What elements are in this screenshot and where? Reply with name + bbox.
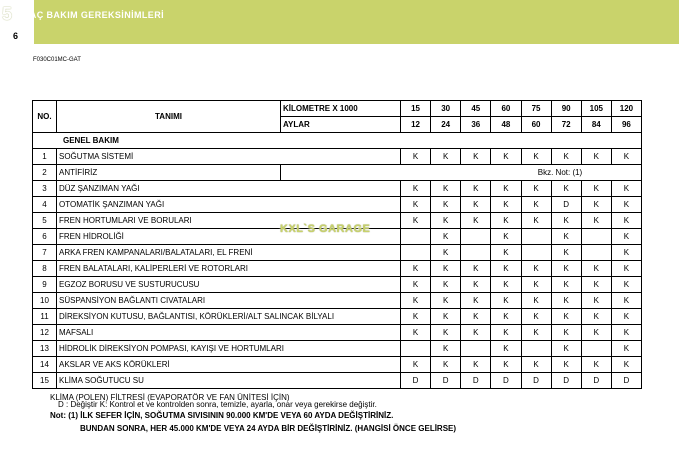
service-mark: K bbox=[491, 277, 521, 293]
service-mark: K bbox=[401, 149, 431, 165]
row-description: DİREKSİYON KUTUSU, BAĞLANTISI, KÖRÜKLERİ/ALT SALINCAK BİLYALI bbox=[57, 309, 401, 325]
service-mark: K bbox=[551, 261, 581, 277]
service-mark: K bbox=[401, 181, 431, 197]
row-number: 9 bbox=[33, 277, 57, 293]
service-mark: K bbox=[401, 309, 431, 325]
service-mark bbox=[581, 341, 611, 357]
service-mark: D bbox=[431, 373, 461, 389]
service-mark: K bbox=[491, 309, 521, 325]
table-row bbox=[33, 293, 642, 309]
service-mark: K bbox=[521, 181, 551, 197]
service-mark: K bbox=[431, 261, 461, 277]
month-value: 48 bbox=[491, 117, 521, 133]
service-mark: K bbox=[521, 293, 551, 309]
note-line-1: Not: (1) İLK SEFER İÇİN, SOĞUTMA SIVISININ 90.000 KM'DE VEYA 60 AYDA DEĞİŞTİRİNİZ. bbox=[50, 411, 394, 420]
service-mark: K bbox=[581, 213, 611, 229]
service-mark: K bbox=[551, 149, 581, 165]
service-mark: K bbox=[401, 213, 431, 229]
service-mark: D bbox=[551, 373, 581, 389]
service-mark: K bbox=[431, 229, 461, 245]
service-mark: K bbox=[611, 229, 641, 245]
service-mark: K bbox=[431, 341, 461, 357]
service-mark: K bbox=[551, 293, 581, 309]
table-row bbox=[33, 357, 642, 373]
service-mark bbox=[521, 341, 551, 357]
km-value: 90 bbox=[551, 101, 581, 117]
watermark: KXL`S GARAGE bbox=[280, 223, 371, 235]
column-header-description: TANIMI bbox=[57, 101, 281, 133]
service-mark: K bbox=[491, 229, 521, 245]
service-mark: K bbox=[551, 277, 581, 293]
month-value: 24 bbox=[431, 117, 461, 133]
service-mark: K bbox=[521, 213, 551, 229]
service-mark: K bbox=[431, 181, 461, 197]
km-value: 120 bbox=[611, 101, 641, 117]
row-description: EGZOZ BORUSU VE SUSTURUCUSU bbox=[57, 277, 401, 293]
service-mark: K bbox=[461, 325, 491, 341]
service-mark: K bbox=[611, 357, 641, 373]
row-description: FREN HİDROLİĞİ bbox=[57, 229, 401, 245]
service-mark: D bbox=[611, 373, 641, 389]
service-mark: K bbox=[611, 261, 641, 277]
service-mark: K bbox=[461, 293, 491, 309]
chapter-banner bbox=[0, 0, 679, 44]
month-value: 12 bbox=[401, 117, 431, 133]
service-mark: K bbox=[581, 181, 611, 197]
service-mark: K bbox=[581, 325, 611, 341]
row-number: 4 bbox=[33, 197, 57, 213]
row-number: 12 bbox=[33, 325, 57, 341]
month-value: 96 bbox=[611, 117, 641, 133]
chapter-number: 5 bbox=[2, 4, 13, 24]
service-mark: K bbox=[551, 341, 581, 357]
service-mark: K bbox=[431, 293, 461, 309]
service-mark: K bbox=[611, 293, 641, 309]
row-number: 13 bbox=[33, 341, 57, 357]
service-mark bbox=[581, 229, 611, 245]
service-mark: K bbox=[461, 197, 491, 213]
service-mark: K bbox=[611, 325, 641, 341]
row-description: SÜSPANSİYON BAĞLANTI CIVATALARI bbox=[57, 293, 401, 309]
service-mark: K bbox=[461, 181, 491, 197]
km-value: 15 bbox=[401, 101, 431, 117]
service-mark: K bbox=[491, 197, 521, 213]
service-mark bbox=[521, 245, 551, 261]
row-description: MAFSALI bbox=[57, 325, 401, 341]
service-mark: K bbox=[461, 309, 491, 325]
service-mark: K bbox=[551, 245, 581, 261]
row-number: 11 bbox=[33, 309, 57, 325]
service-mark: K bbox=[551, 325, 581, 341]
service-mark: K bbox=[401, 293, 431, 309]
month-value: 84 bbox=[581, 117, 611, 133]
row-description: AKSLAR VE AKS KÖRÜKLERİ bbox=[57, 357, 401, 373]
service-mark: K bbox=[521, 277, 551, 293]
service-mark: D bbox=[521, 373, 551, 389]
service-mark: K bbox=[491, 149, 521, 165]
service-mark bbox=[461, 245, 491, 261]
service-mark bbox=[461, 341, 491, 357]
column-header-no: NO. bbox=[33, 101, 57, 133]
kilometer-label: KİLOMETRE X 1000 bbox=[281, 101, 401, 117]
row-number: 14 bbox=[33, 357, 57, 373]
service-mark: K bbox=[401, 197, 431, 213]
service-mark: K bbox=[491, 293, 521, 309]
row-number: 10 bbox=[33, 293, 57, 309]
maintenance-schedule-table bbox=[32, 100, 642, 389]
service-mark: K bbox=[521, 149, 551, 165]
service-mark: K bbox=[431, 277, 461, 293]
row-number: 7 bbox=[33, 245, 57, 261]
service-mark: K bbox=[491, 325, 521, 341]
service-mark: K bbox=[611, 277, 641, 293]
service-mark: K bbox=[611, 309, 641, 325]
service-mark: K bbox=[521, 261, 551, 277]
service-mark: K bbox=[611, 341, 641, 357]
row-description: FREN BALATALARI, KALİPERLERİ VE ROTORLARI bbox=[57, 261, 401, 277]
service-mark bbox=[461, 229, 491, 245]
table-row bbox=[33, 261, 642, 277]
row-number: 2 bbox=[33, 165, 57, 181]
table-row bbox=[33, 341, 642, 357]
service-mark: K bbox=[581, 357, 611, 373]
km-value: 60 bbox=[491, 101, 521, 117]
service-mark: K bbox=[581, 197, 611, 213]
km-value: 105 bbox=[581, 101, 611, 117]
row-description: DÜZ ŞANZIMAN YAĞI bbox=[57, 181, 401, 197]
row-number: 15 bbox=[33, 373, 57, 389]
service-mark bbox=[581, 245, 611, 261]
service-mark: K bbox=[431, 245, 461, 261]
service-mark: K bbox=[491, 213, 521, 229]
service-mark: D bbox=[581, 373, 611, 389]
month-value: 60 bbox=[521, 117, 551, 133]
service-mark: K bbox=[431, 309, 461, 325]
km-value: 45 bbox=[461, 101, 491, 117]
service-mark: K bbox=[581, 309, 611, 325]
service-mark: K bbox=[461, 149, 491, 165]
service-mark: K bbox=[521, 325, 551, 341]
service-mark: K bbox=[461, 357, 491, 373]
row-description: OTOMATİK ŞANZIMAN YAĞI bbox=[57, 197, 401, 213]
legend: D : Değiştir K: Kontrol et ve kontrolden sonra, temizle, ayarla, onar veya gerekirse değiştir. bbox=[58, 400, 377, 409]
service-mark bbox=[401, 229, 431, 245]
row-number: 5 bbox=[33, 213, 57, 229]
service-mark: K bbox=[611, 197, 641, 213]
service-mark: K bbox=[581, 277, 611, 293]
row-number: 1 bbox=[33, 149, 57, 165]
service-mark: K bbox=[581, 149, 611, 165]
row-description: ARKA FREN KAMPANALARI/BALATALARI, EL FRENİ bbox=[57, 245, 401, 261]
table-row bbox=[33, 165, 642, 181]
service-mark: K bbox=[491, 245, 521, 261]
service-mark: K bbox=[611, 149, 641, 165]
row-description: ANTİFİRİZ bbox=[57, 165, 281, 181]
service-mark bbox=[401, 341, 431, 357]
service-mark: K bbox=[401, 277, 431, 293]
service-mark: K bbox=[551, 309, 581, 325]
service-mark: K bbox=[551, 181, 581, 197]
months-label: AYLAR bbox=[281, 117, 401, 133]
row-number: 6 bbox=[33, 229, 57, 245]
service-mark: K bbox=[521, 197, 551, 213]
row-description: KLİMA SOĞUTUCU SU bbox=[57, 373, 401, 389]
service-mark: K bbox=[491, 341, 521, 357]
service-mark: D bbox=[551, 197, 581, 213]
table-header-km-row bbox=[33, 101, 642, 117]
overlapping-row-text: KLİMA (POLEN) FİLTRESİ (EVAPORATÖR VE FAN ÜNİTESİ İÇİN) bbox=[50, 393, 290, 402]
service-mark: K bbox=[611, 181, 641, 197]
service-mark bbox=[521, 229, 551, 245]
service-mark: K bbox=[401, 357, 431, 373]
table-row bbox=[33, 325, 642, 341]
row-note: Bkz. Not: (1) bbox=[281, 165, 642, 181]
service-mark: K bbox=[581, 293, 611, 309]
service-mark: K bbox=[521, 357, 551, 373]
note-line-2: BUNDAN SONRA, HER 45.000 KM'DE VEYA 24 AYDA BİR DEĞİŞTİRİNİZ. (HANGİSİ ÖNCE GELİRSE) bbox=[80, 424, 457, 433]
section-title: GENEL BAKIM bbox=[33, 133, 642, 149]
page-number: 6 bbox=[13, 31, 19, 41]
table-row bbox=[33, 373, 642, 389]
table-row bbox=[33, 309, 642, 325]
month-value: 36 bbox=[461, 117, 491, 133]
section-row bbox=[33, 133, 642, 149]
service-mark: K bbox=[611, 213, 641, 229]
service-mark: K bbox=[431, 213, 461, 229]
service-mark: D bbox=[401, 373, 431, 389]
row-description: FREN HORTUMLARI VE BORULARI bbox=[57, 213, 401, 229]
table-row bbox=[33, 149, 642, 165]
service-mark: K bbox=[461, 277, 491, 293]
service-mark bbox=[401, 245, 431, 261]
km-value: 30 bbox=[431, 101, 461, 117]
service-mark: K bbox=[611, 245, 641, 261]
service-mark: K bbox=[491, 261, 521, 277]
service-mark: K bbox=[551, 213, 581, 229]
service-mark: K bbox=[401, 325, 431, 341]
service-mark: K bbox=[521, 309, 551, 325]
service-mark: D bbox=[461, 373, 491, 389]
service-mark: K bbox=[581, 261, 611, 277]
service-mark: K bbox=[401, 261, 431, 277]
row-number: 3 bbox=[33, 181, 57, 197]
table-row bbox=[33, 245, 642, 261]
service-mark: K bbox=[461, 261, 491, 277]
month-value: 72 bbox=[551, 117, 581, 133]
table-row bbox=[33, 197, 642, 213]
chapter-title: ARAÇ BAKIM GEREKSİNİMLERİ bbox=[16, 10, 165, 20]
row-description: SOĞUTMA SİSTEMİ bbox=[57, 149, 401, 165]
service-mark: K bbox=[431, 149, 461, 165]
table-row bbox=[33, 277, 642, 293]
service-mark: K bbox=[491, 181, 521, 197]
km-value: 75 bbox=[521, 101, 551, 117]
service-mark: K bbox=[431, 325, 461, 341]
service-mark: D bbox=[491, 373, 521, 389]
service-mark: K bbox=[551, 357, 581, 373]
row-number: 8 bbox=[33, 261, 57, 277]
service-mark: K bbox=[431, 197, 461, 213]
table-row bbox=[33, 181, 642, 197]
service-mark: K bbox=[491, 357, 521, 373]
service-mark: K bbox=[431, 357, 461, 373]
row-description: HİDROLİK DİREKSİYON POMPASI, KAYIŞI VE HORTUMLARI bbox=[57, 341, 401, 357]
service-mark: K bbox=[461, 213, 491, 229]
service-mark: K bbox=[551, 229, 581, 245]
document-code: F030C01MC-GAT bbox=[33, 57, 81, 63]
